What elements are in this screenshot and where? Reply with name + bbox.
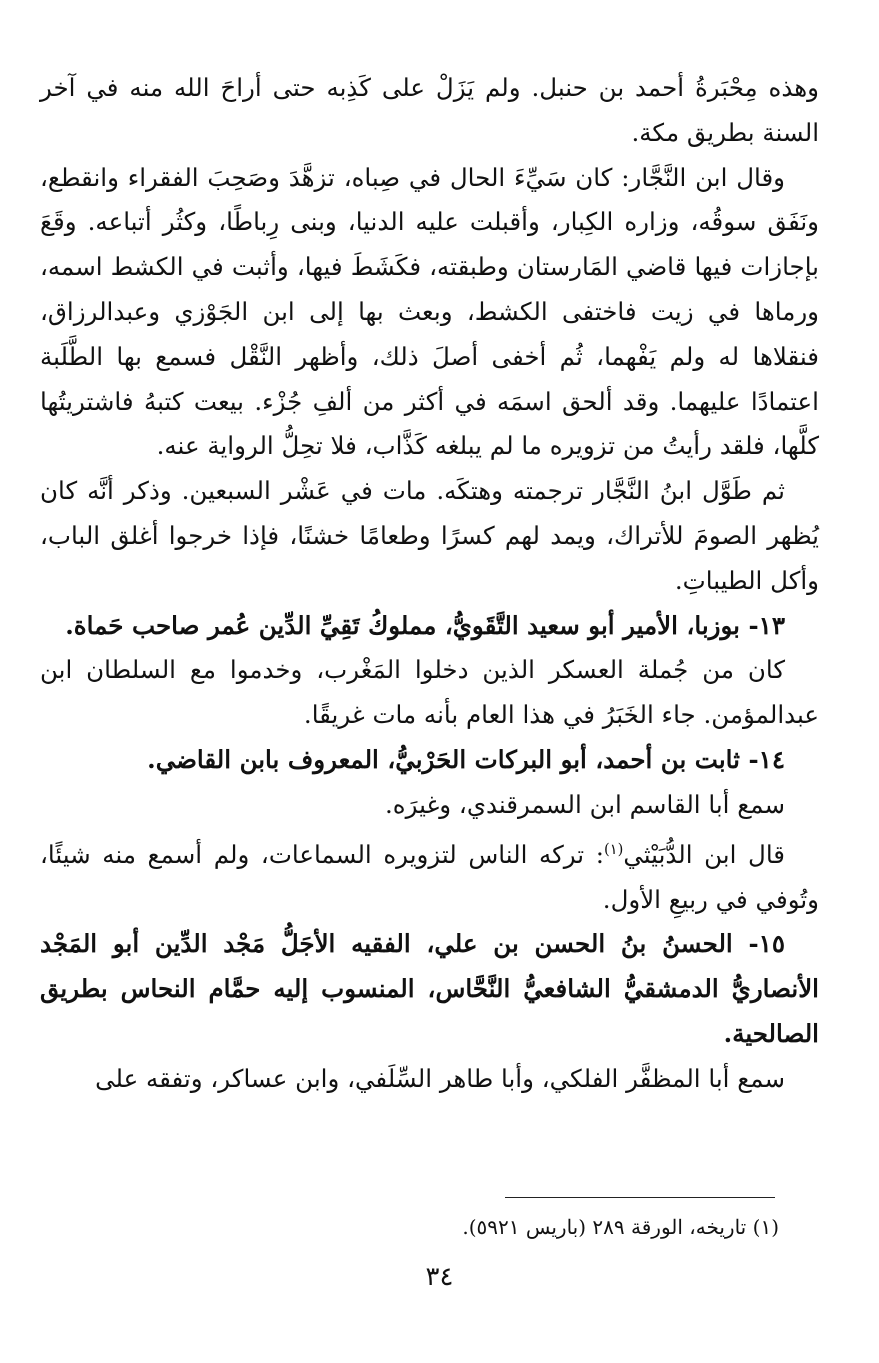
- paragraph-3: ثم طَوَّل ابنُ النَّجَّار ترجمته وهتكَه. مات في عَشْر السبعين. وذكر أنَّه كان يُظهر الصومَ للأتراك، ويمد لهم كسرًا وطعامًا خشنًا، فإذا خرجوا أغلق الباب، وأكل الطيباتِ.: [40, 476, 819, 595]
- paragraph-6-end: : تركه الناس لتزويره السماعات، ولم أسمع منه شيئًا، وتُوفي في ربيعِ الأول.: [40, 839, 819, 914]
- entry-14-heading: ١٤- ثابت بن أحمد، أبو البركات الحَرْبيُّ، المعروف بابن القاضي.: [147, 744, 785, 774]
- footnote-divider: [505, 1197, 775, 1198]
- paragraph-6: [40, 828, 819, 923]
- footnote: [462, 1212, 779, 1242]
- footnote-text: تاريخه، الورقة ٢٨٩ (باريس ٥٩٢١).: [462, 1215, 747, 1239]
- footnote-reference[interactable]: (١): [604, 840, 624, 858]
- page-number: ٣٤: [425, 1262, 454, 1292]
- entry-13-heading: ١٣- بوزبا، الأمير أبو سعيد التَّقَويُّ، مملوكُ تَقِيِّ الدِّين عُمر صاحب حَماة.: [65, 610, 785, 640]
- footnote-marker: (١): [752, 1215, 779, 1239]
- main-text: [40, 66, 819, 1101]
- entry-15-heading: ١٥- الحسنُ بنُ الحسن بن علي، الفقيه الأجَلُّ مَجْد الدِّين أبو المَجْد الأنصاريُّ الدمشقيُّ الشافعيُّ النَّحَّاس، المنسوب إليه حمَّام النحاس بطريق الصالحية.: [40, 929, 819, 1048]
- paragraph-2: وقال ابن النَّجَّار: كان سَيِّءَ الحال في صِباه، تزهَّدَ وصَحِبَ الفقراء وانقطع، ونَفَق سوقُه، وزاره الكِبار، وأقبلت عليه الدنيا، وبنى رِباطًا، وكثُر أتباعه. وقَعَ بإجازات فيها قاضي المَارستان وطبقته، فكَشَطَ فيها، وأثبت في الكشط اسمه، ورماها في زيت فاختفى الكشط، وبعث بها إلى ابن الجَوْزي وعبدالرزاق، فنقلاها له ولم يَفْهما، ثُم أخفى أصلَ ذلك، وأظهر النَّقْل فسمع بها الطَّلَبة اعتمادًا عليهما. وقد ألحق اسمَه في أكثر من ألفِ جُزْء. بيعت كتبهُ فاشتريتُها كلَّها، فلقد رأيتُ من تزويره ما لم يبلغه كَذَّاب، فلا تحِلُّ الرواية عنه.: [40, 162, 819, 461]
- paragraph-4: كان من جُملة العسكر الذين دخلوا المَغْرب، وخدموا مع السلطان ابن عبدالمؤمن. جاء الخَبَرُ في هذا العام بأنه مات غريقًا.: [40, 655, 819, 730]
- paragraph-5: سمع أبا القاسم ابن السمرقندي، وغيرَه.: [384, 789, 785, 819]
- paragraph-6-start: قال ابن الدُّبَيْثي: [623, 839, 785, 869]
- paragraph-7: سمع أبا المظفَّر الفلكي، وأبا طاهر السِّلَفي، وابن عساكر، وتفقه على: [95, 1063, 785, 1093]
- paragraph-1: وهذه مِحْبَرةُ أحمد بن حنبل. ولم يَزَلْ على كَذِبه حتى أراحَ الله منه في آخر السنة بطريق مكة.: [40, 73, 819, 147]
